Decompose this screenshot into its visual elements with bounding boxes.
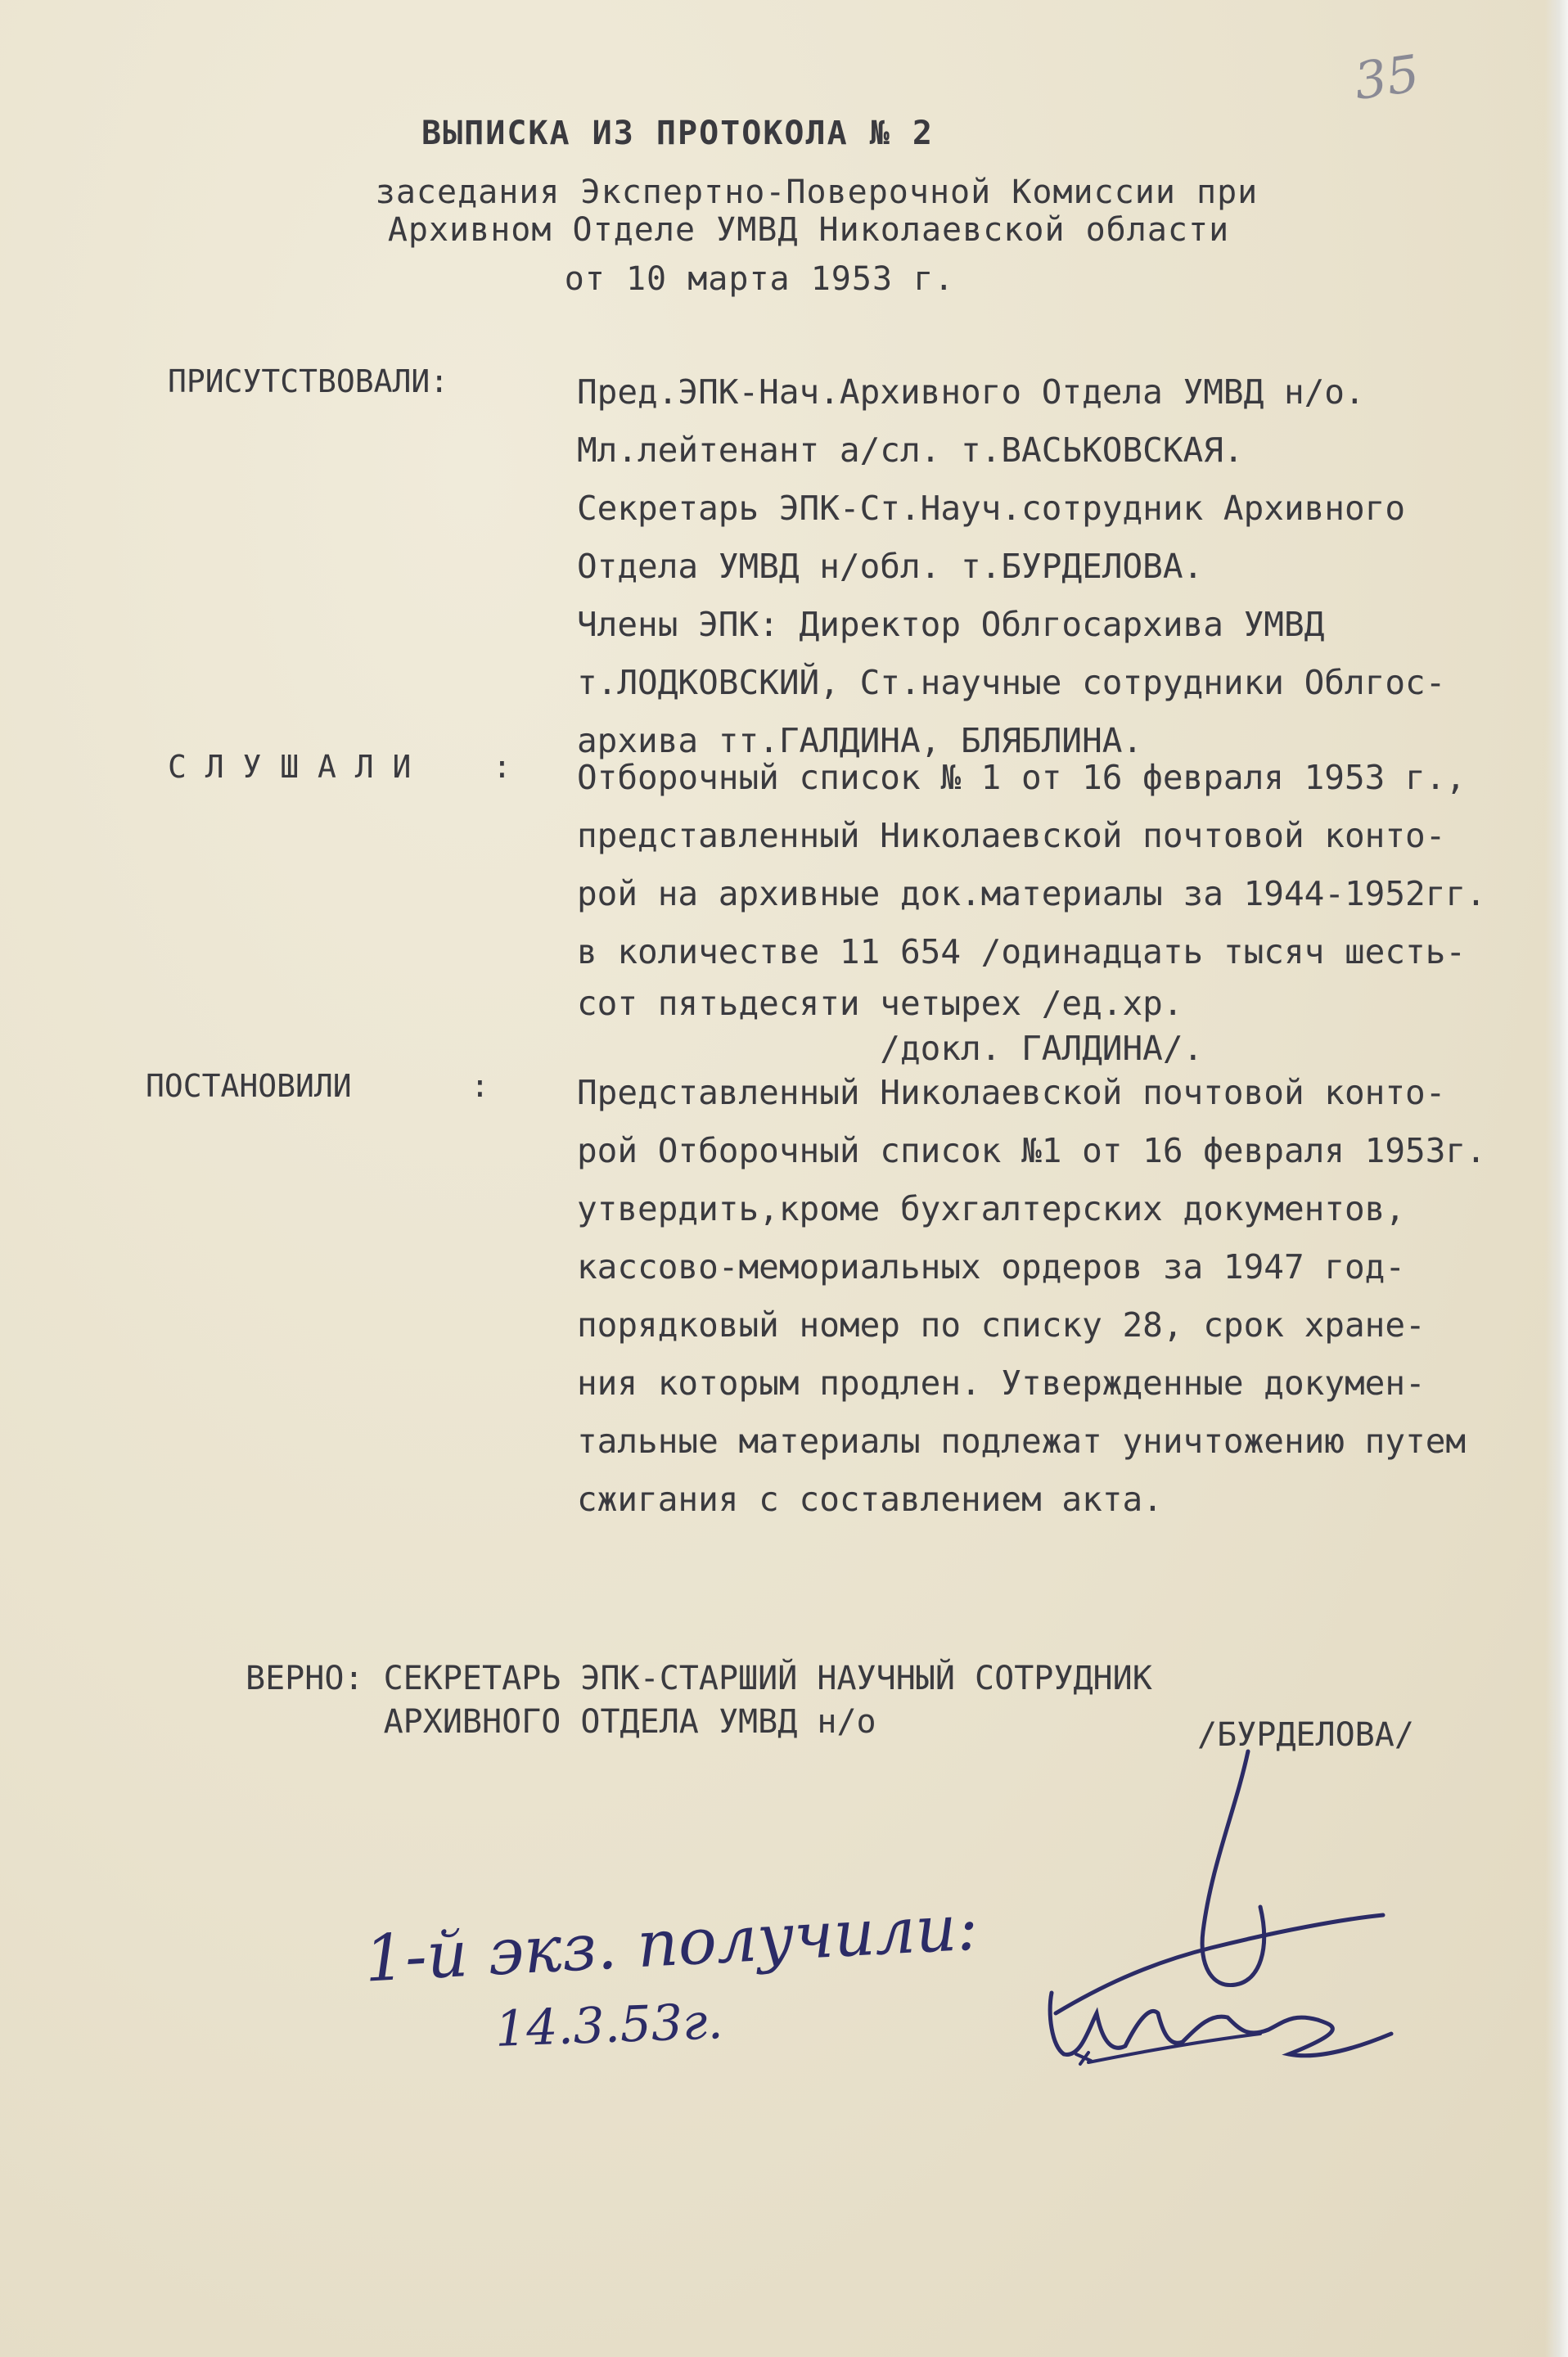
text-line: /докл. ГАЛДИНА/. xyxy=(577,1029,1204,1068)
text-line: кассово-мемориальных ордеров за 1947 год- xyxy=(577,1247,1406,1287)
section-colon: : xyxy=(493,749,511,785)
text-line: Представленный Николаевской почтовой конто- xyxy=(577,1073,1446,1112)
handwritten-received-note: 1-й экз. получили: xyxy=(363,1891,980,1997)
text-line: Мл.лейтенант а/сл. т.ВАСЬКОВСКАЯ. xyxy=(577,430,1244,470)
text-line: архива тт.ГАЛДИНА, БЛЯБЛИНА. xyxy=(577,721,1143,760)
header-line-3: Архивном Отделе УМВД Николаевской области xyxy=(387,211,1230,249)
header-date: от 10 марта 1953 г. xyxy=(564,260,955,298)
signatory-name: /БУРДЕЛОВА/ xyxy=(1197,1716,1414,1754)
text-line: рой на архивные док.материалы за 1944-1952гг. xyxy=(577,874,1486,913)
present-lines xyxy=(577,363,1559,770)
text-line: представленный Николаевской почтовой конто- xyxy=(577,816,1446,855)
text-line: порядковый номер по списку 28, срок хране- xyxy=(577,1305,1426,1345)
text-line: в количестве 11 654 /одинадцать тысяч шесть- xyxy=(577,932,1467,971)
text-line: сжигания с составлением акта. xyxy=(577,1480,1163,1519)
certification-line-2: АРХИВНОГО ОТДЕЛА УМВД н/о xyxy=(246,1703,876,1741)
resolved-lines xyxy=(577,1064,1559,1529)
page-number: 35 xyxy=(1350,43,1423,112)
text-line: Члены ЭПК: Директор Облгосархива УМВД xyxy=(577,605,1325,644)
section-label-heard: С Л У Ш А Л И xyxy=(168,749,412,785)
handwritten-date: 14.3.53г. xyxy=(493,1993,724,2058)
section-colon: : xyxy=(471,1068,489,1104)
text-line: утвердить,кроме бухгалтерских документов, xyxy=(577,1189,1406,1228)
certification-line-1: ВЕРНО: СЕКРЕТАРЬ ЭПК-СТАРШИЙ НАУЧНЫЙ СОТРУДНИК xyxy=(246,1660,1152,1697)
text-line: т.ЛОДКОВСКИЙ, Ст.научные сотрудники Облгос- xyxy=(577,663,1446,702)
document-title: ВЫПИСКА ИЗ ПРОТОКОЛА № 2 xyxy=(421,115,934,152)
text-line: ния которым продлен. Утвержденные докумен- xyxy=(577,1363,1426,1403)
text-line: Отборочный список № 1 от 16 февраля 1953 г., xyxy=(577,758,1467,797)
section-label-resolved: ПОСТАНОВИЛИ xyxy=(146,1068,352,1104)
text-line: Секретарь ЭПК-Ст.Науч.сотрудник Архивного xyxy=(577,489,1406,528)
text-line: рой Отборочный список №1 от 16 февраля 1953г. xyxy=(577,1131,1486,1170)
header-line-2: заседания Экспертно-Поверочной Комиссии при xyxy=(375,174,1259,211)
certification-block xyxy=(246,1657,1152,1744)
heard-lines xyxy=(577,749,1559,1071)
text-line: Отдела УМВД н/обл. т.БУРДЕЛОВА. xyxy=(577,547,1204,586)
section-label-present: ПРИСУТСТВОВАЛИ: xyxy=(168,363,449,399)
handwritten-signature xyxy=(966,1743,1424,2087)
text-line: тальные материалы подлежат уничтожению путем xyxy=(577,1422,1467,1461)
text-line: сот пятьдесяти четырех /ед.хр. xyxy=(577,984,1183,1023)
text-line: Пред.ЭПК-Нач.Архивного Отдела УМВД н/о. xyxy=(577,372,1365,412)
